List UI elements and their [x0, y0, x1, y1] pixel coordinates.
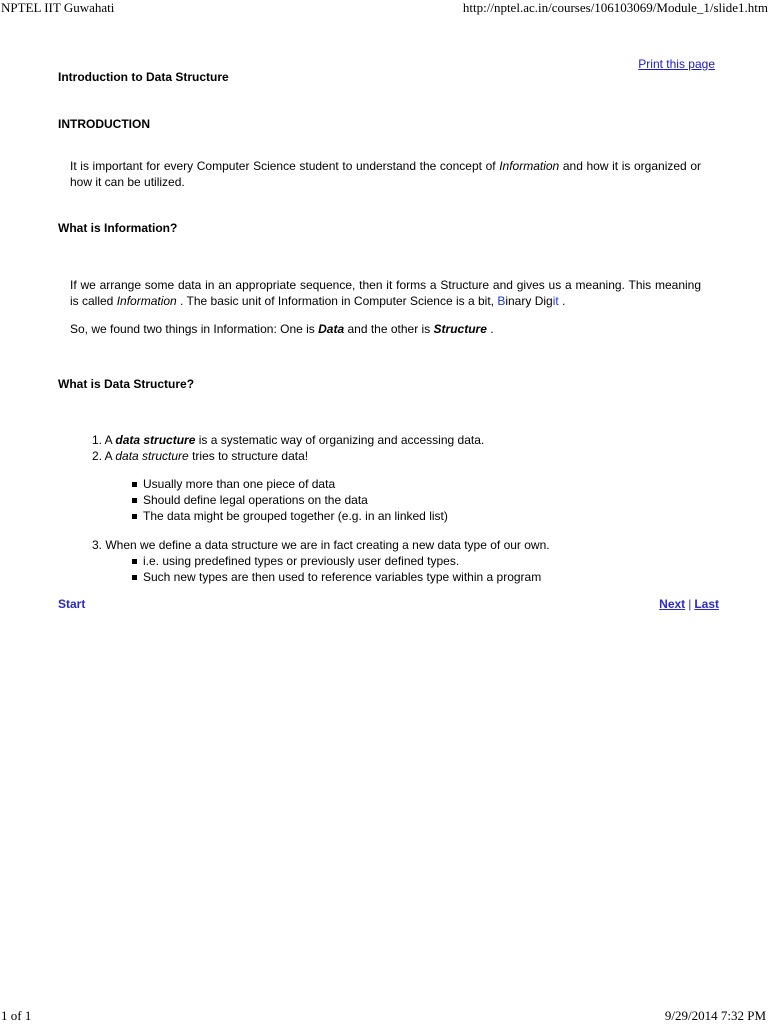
item1-em: data structure: [115, 433, 196, 447]
two-things-end: .: [486, 322, 494, 336]
list-item: [132, 553, 541, 569]
intro-text-em: Information: [499, 159, 560, 173]
ordered-list-top: [92, 432, 484, 464]
header-url: http://nptel.ac.in/courses/106103069/Module_1/slide1.htm: [462, 0, 768, 15]
info-text-it: it: [552, 294, 559, 308]
list-item: [132, 492, 448, 508]
info-text-a: If we arrange some data in an appropriate sequence, then it forms a Structure and gives us a meaning. This meaning is called: [70, 278, 701, 308]
list-item: [132, 508, 448, 524]
nav-start-label: Start: [58, 597, 86, 611]
two-things-b: and the other is: [344, 322, 434, 336]
intro-paragraph: [70, 158, 701, 190]
next-link[interactable]: Next: [659, 597, 686, 611]
bullet-text: Usually more than one piece of data: [143, 477, 336, 491]
two-things-paragraph: [70, 321, 701, 337]
nav-links: [659, 597, 719, 611]
info-text-b: . The basic unit of Information in Computer Science is a bit,: [176, 294, 498, 308]
item2-em: data structure: [115, 449, 189, 463]
last-link[interactable]: Last: [694, 597, 719, 611]
bullet-text: Such new types are then used to reference variables type within a program: [143, 570, 542, 584]
bullet-text: i.e. using predefined types or previously user defined types.: [143, 554, 460, 568]
square-bullet-icon: [132, 498, 137, 503]
bullet-list-1: [132, 476, 448, 524]
square-bullet-icon: [132, 482, 137, 487]
info-text-em: Information: [116, 294, 177, 308]
information-paragraph: [70, 277, 701, 309]
info-text-B: B: [497, 294, 506, 308]
intro-text-b: and how it is organized or how it can be utilized.: [70, 159, 701, 189]
page-title: Introduction to Data Structure: [58, 70, 229, 84]
list-item: [92, 432, 484, 448]
item1-rest: is a systematic way of organizing and accessing data.: [195, 433, 485, 447]
bullet-text: The data might be grouped together (e.g. in an linked list): [143, 509, 448, 523]
two-things-data: Data: [318, 322, 345, 336]
heading-what-is-information: What is Information?: [58, 221, 178, 235]
intro-text-a: It is important for every Computer Science student to understand the concept of: [70, 159, 500, 173]
nav-separator: |: [688, 597, 692, 611]
footer-timestamp: 9/29/2014 7:32 PM: [664, 1008, 766, 1023]
list-item: 3. When we define a data structure we are in fact creating a new data type of our own.: [92, 538, 550, 552]
header-site-name: NPTEL IIT Guwahati: [1, 0, 115, 15]
info-text-end: .: [558, 294, 566, 308]
two-things-a: So, we found two things in Information: One is: [70, 322, 319, 336]
square-bullet-icon: [132, 514, 137, 519]
bullet-list-2: [132, 553, 541, 585]
item2-rest: tries to structure data!: [188, 449, 309, 463]
item1-num: 1. A: [92, 433, 116, 447]
footer-page-count: 1 of 1: [1, 1008, 32, 1023]
square-bullet-icon: [132, 559, 137, 564]
two-things-structure: Structure: [433, 322, 487, 336]
ordered-list-item-3: [92, 537, 550, 553]
square-bullet-icon: [132, 575, 137, 580]
heading-introduction: INTRODUCTION: [58, 117, 150, 131]
bullet-text: Should define legal operations on the data: [143, 493, 368, 507]
item2-num: 2. A: [92, 449, 116, 463]
list-item: [132, 476, 448, 492]
list-item: [132, 569, 541, 585]
print-page-link[interactable]: Print this page: [638, 57, 715, 71]
list-item: [92, 448, 484, 464]
heading-what-is-data-structure: What is Data Structure?: [58, 377, 195, 391]
info-text-inary: inary Dig: [505, 294, 553, 308]
